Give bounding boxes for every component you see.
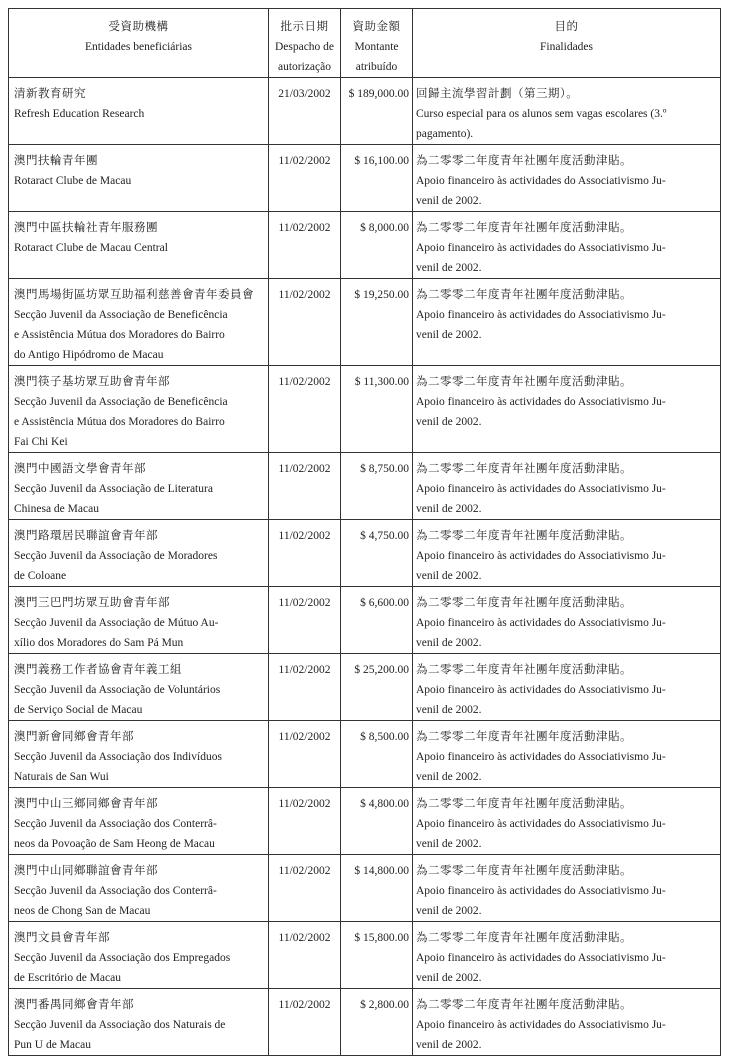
table-header-row (9, 9, 721, 78)
entity-name-pt: xílio dos Moradores do Sam Pá Mun (14, 637, 184, 649)
entity-name-pt: Secção Juvenil da Associação dos Conterrâ- (14, 818, 217, 830)
entity-cell (9, 366, 269, 453)
purpose-pt: venil de 2002. (416, 637, 482, 649)
entity-name-zh: 澳門番禺同鄉會青年部 (14, 999, 134, 1011)
amount-cell: $ 11,300.00 (341, 366, 413, 453)
purpose-cell (413, 78, 721, 145)
purpose-cell (413, 587, 721, 654)
entity-name-pt: Secção Juvenil da Associação de Mútuo Au- (14, 617, 219, 629)
purpose-cell (413, 922, 721, 989)
entity-name-pt: Secção Juvenil da Associação dos Indivíduos (14, 751, 222, 763)
purpose-pt: venil de 2002. (416, 905, 482, 917)
purpose-pt: Curso especial para os alunos sem vagas escolares (3.º (416, 108, 667, 120)
amount-cell: $ 4,750.00 (341, 520, 413, 587)
table-row (9, 587, 721, 654)
purpose-pt: venil de 2002. (416, 570, 482, 582)
purpose-zh: 為二零零二年度青年社團年度活動津貼。 (416, 664, 632, 676)
entity-cell (9, 212, 269, 279)
purpose-pt: Apoio financeiro às actividades do Associativismo Ju- (416, 885, 666, 897)
date-cell: 11/02/2002 (269, 587, 341, 654)
entity-cell (9, 78, 269, 145)
purpose-pt: venil de 2002. (416, 704, 482, 716)
purpose-cell (413, 366, 721, 453)
entity-name-pt: Chinesa de Macau (14, 503, 99, 515)
purpose-pt: Apoio financeiro às actividades do Associativismo Ju- (416, 309, 666, 321)
purpose-cell (413, 279, 721, 366)
purpose-zh: 為二零零二年度青年社團年度活動津貼。 (416, 155, 632, 167)
purpose-zh: 為二零零二年度青年社團年度活動津貼。 (416, 731, 632, 743)
entity-name-pt: Secção Juvenil da Associação de Beneficência (14, 309, 228, 321)
entity-cell (9, 453, 269, 520)
entity-cell (9, 989, 269, 1056)
entity-name-pt: do Antigo Hipódromo de Macau (14, 349, 164, 361)
amount-cell: $ 16,100.00 (341, 145, 413, 212)
table-row (9, 78, 721, 145)
purpose-pt: Apoio financeiro às actividades do Associativismo Ju- (416, 550, 666, 562)
purpose-zh: 為二零零二年度青年社團年度活動津貼。 (416, 597, 632, 609)
entity-name-zh: 澳門中山同鄉聯誼會青年部 (14, 865, 158, 877)
entity-name-zh: 澳門義務工作者協會青年義工組 (14, 664, 182, 676)
purpose-cell (413, 788, 721, 855)
purpose-pt: Apoio financeiro às actividades do Associativismo Ju- (416, 684, 666, 696)
entity-name-pt: e Assistência Mútua dos Moradores do Bairro (14, 329, 225, 341)
table-row (9, 654, 721, 721)
entity-cell (9, 145, 269, 212)
entity-cell (9, 922, 269, 989)
table-row (9, 279, 721, 366)
entity-name-pt: Pun U de Macau (14, 1039, 91, 1051)
purpose-zh: 為二零零二年度青年社團年度活動津貼。 (416, 798, 632, 810)
date-cell: 11/02/2002 (269, 366, 341, 453)
entity-name-pt: Secção Juvenil da Associação dos Empregados (14, 952, 231, 964)
date-cell: 11/02/2002 (269, 145, 341, 212)
entity-cell (9, 721, 269, 788)
purpose-cell (413, 855, 721, 922)
purpose-pt: venil de 2002. (416, 195, 482, 207)
table-row (9, 855, 721, 922)
date-cell: 11/02/2002 (269, 279, 341, 366)
amount-cell: $ 25,200.00 (341, 654, 413, 721)
purpose-pt: venil de 2002. (416, 771, 482, 783)
entity-name-zh: 澳門三巴門坊眾互助會青年部 (14, 597, 170, 609)
purpose-pt: Apoio financeiro às actividades do Associativismo Ju- (416, 175, 666, 187)
entity-name-pt: Secção Juvenil da Associação dos Naturais de (14, 1019, 226, 1031)
entity-name-pt: neos de Chong San de Macau (14, 905, 151, 917)
table-row (9, 721, 721, 788)
header-amount: 資助金額 Montante atribuído (341, 9, 413, 78)
entity-name-zh: 澳門馬場街區坊眾互助福利慈善會青年委員會 (14, 289, 254, 301)
purpose-pt: Apoio financeiro às actividades do Associativismo Ju- (416, 242, 666, 254)
purpose-cell (413, 989, 721, 1056)
purpose-cell (413, 721, 721, 788)
entity-name-zh: 澳門中山三鄉同鄉會青年部 (14, 798, 158, 810)
amount-cell: $ 8,500.00 (341, 721, 413, 788)
purpose-pt: Apoio financeiro às actividades do Associativismo Ju- (416, 396, 666, 408)
date-cell: 11/02/2002 (269, 855, 341, 922)
entity-name-zh: 澳門中區扶輪社青年服務團 (14, 222, 158, 234)
table-row (9, 145, 721, 212)
table-row (9, 366, 721, 453)
purpose-pt: Apoio financeiro às actividades do Associativismo Ju- (416, 483, 666, 495)
entity-name-pt: Refresh Education Research (14, 108, 145, 120)
purpose-pt: venil de 2002. (416, 416, 482, 428)
amount-cell: $ 15,800.00 (341, 922, 413, 989)
purpose-zh: 為二零零二年度青年社團年度活動津貼。 (416, 999, 632, 1011)
amount-cell: $ 14,800.00 (341, 855, 413, 922)
entity-cell (9, 279, 269, 366)
entity-cell (9, 587, 269, 654)
purpose-pt: venil de 2002. (416, 503, 482, 515)
entity-name-pt: Fai Chi Kei (14, 436, 68, 448)
purpose-cell (413, 212, 721, 279)
entity-cell (9, 788, 269, 855)
purpose-pt: venil de 2002. (416, 329, 482, 341)
entity-name-zh: 澳門新會同鄉會青年部 (14, 731, 134, 743)
entity-name-zh: 澳門路環居民聯誼會青年部 (14, 530, 158, 542)
purpose-zh: 為二零零二年度青年社團年度活動津貼。 (416, 463, 632, 475)
entity-name-pt: neos da Povoação de Sam Heong de Macau (14, 838, 215, 850)
purpose-zh: 為二零零二年度青年社團年度活動津貼。 (416, 289, 632, 301)
entity-name-zh: 澳門扶輪青年團 (14, 155, 98, 167)
purpose-pt: venil de 2002. (416, 262, 482, 274)
table-body (9, 78, 721, 1056)
purpose-pt: Apoio financeiro às actividades do Associativismo Ju- (416, 617, 666, 629)
entity-cell (9, 654, 269, 721)
purpose-pt: pagamento). (416, 128, 474, 140)
purpose-pt: venil de 2002. (416, 838, 482, 850)
purpose-zh: 為二零零二年度青年社團年度活動津貼。 (416, 530, 632, 542)
date-cell: 21/03/2002 (269, 78, 341, 145)
purpose-pt: Apoio financeiro às actividades do Associativismo Ju- (416, 1019, 666, 1031)
entity-name-zh: 澳門筷子基坊眾互助會青年部 (14, 376, 170, 388)
document-page (8, 8, 720, 1056)
purpose-cell (413, 453, 721, 520)
amount-cell: $ 6,600.00 (341, 587, 413, 654)
entity-name-zh: 澳門中國語文學會青年部 (14, 463, 146, 475)
date-cell: 11/02/2002 (269, 654, 341, 721)
entity-name-pt: Secção Juvenil da Associação dos Conterrâ- (14, 885, 217, 897)
table-row (9, 453, 721, 520)
purpose-pt: venil de 2002. (416, 1039, 482, 1051)
amount-cell: $ 8,750.00 (341, 453, 413, 520)
header-date: 批示日期 Despacho de autorização (269, 9, 341, 78)
table-row (9, 212, 721, 279)
date-cell: 11/02/2002 (269, 721, 341, 788)
entity-name-pt: Secção Juvenil da Associação de Voluntários (14, 684, 221, 696)
amount-cell: $ 189,000.00 (341, 78, 413, 145)
table-row (9, 520, 721, 587)
header-purpose: 目的 Finalidades (413, 9, 721, 78)
entity-name-pt: de Escritório de Macau (14, 972, 121, 984)
purpose-pt: Apoio financeiro às actividades do Associativismo Ju- (416, 751, 666, 763)
entity-name-pt: Rotaract Clube de Macau Central (14, 242, 168, 254)
entity-name-pt: Naturais de San Wui (14, 771, 109, 783)
purpose-cell (413, 520, 721, 587)
entity-cell (9, 855, 269, 922)
purpose-cell (413, 145, 721, 212)
date-cell: 11/02/2002 (269, 520, 341, 587)
purpose-pt: Apoio financeiro às actividades do Associativismo Ju- (416, 818, 666, 830)
table-row (9, 922, 721, 989)
entity-name-pt: de Coloane (14, 570, 67, 582)
purpose-cell (413, 654, 721, 721)
entity-name-pt: de Serviço Social de Macau (14, 704, 143, 716)
purpose-pt: Apoio financeiro às actividades do Associativismo Ju- (416, 952, 666, 964)
entity-name-pt: Secção Juvenil da Associação de Beneficência (14, 396, 228, 408)
amount-cell: $ 8,000.00 (341, 212, 413, 279)
date-cell: 11/02/2002 (269, 453, 341, 520)
purpose-zh: 為二零零二年度青年社團年度活動津貼。 (416, 222, 632, 234)
table-row (9, 989, 721, 1056)
purpose-zh: 回歸主流學習計劃（第三期）。 (416, 88, 579, 100)
purpose-zh: 為二零零二年度青年社團年度活動津貼。 (416, 932, 632, 944)
entity-name-pt: Secção Juvenil da Associação de Moradores (14, 550, 218, 562)
amount-cell: $ 4,800.00 (341, 788, 413, 855)
date-cell: 11/02/2002 (269, 788, 341, 855)
purpose-zh: 為二零零二年度青年社團年度活動津貼。 (416, 865, 632, 877)
entity-cell (9, 520, 269, 587)
amount-cell: $ 19,250.00 (341, 279, 413, 366)
entity-name-pt: e Assistência Mútua dos Moradores do Bairro (14, 416, 225, 428)
header-entities: 受資助機構 Entidades beneficiárias (9, 9, 269, 78)
table-row (9, 788, 721, 855)
date-cell: 11/02/2002 (269, 212, 341, 279)
date-cell: 11/02/2002 (269, 922, 341, 989)
amount-cell: $ 2,800.00 (341, 989, 413, 1056)
date-cell: 11/02/2002 (269, 989, 341, 1056)
entity-name-zh: 清新教育研究 (14, 88, 86, 100)
entity-name-pt: Rotaract Clube de Macau (14, 175, 132, 187)
purpose-pt: venil de 2002. (416, 972, 482, 984)
purpose-zh: 為二零零二年度青年社團年度活動津貼。 (416, 376, 632, 388)
grants-table (8, 8, 721, 1056)
entity-name-zh: 澳門文員會青年部 (14, 932, 110, 944)
entity-name-pt: Secção Juvenil da Associação de Literatura (14, 483, 213, 495)
